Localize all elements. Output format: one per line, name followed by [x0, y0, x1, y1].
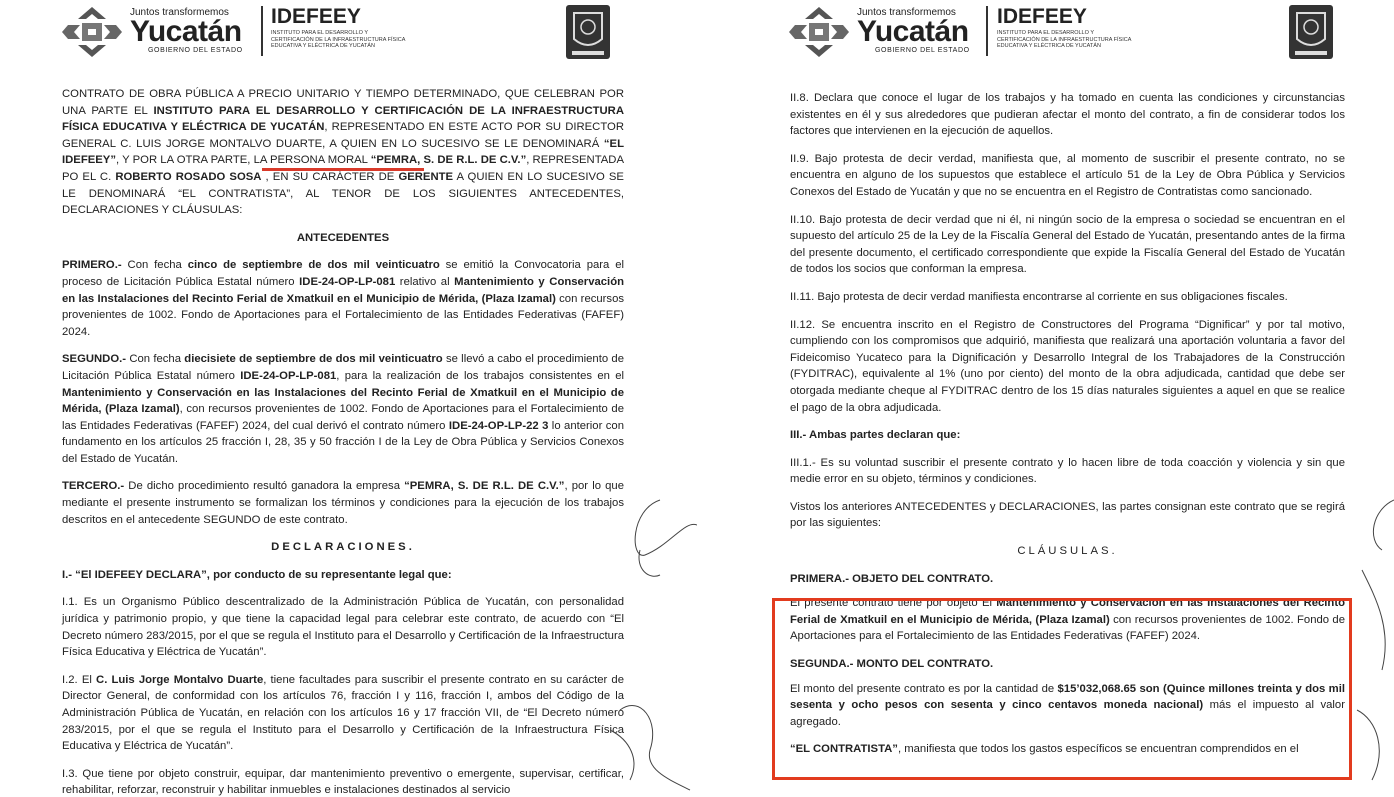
- clausula-primera: El presente contrato tiene por objeto El Mantenimiento y Conservación en las Instalaciones del Recinto Ferial de Xmatkuil en el Municipio de Mérida, (Plaza Izamal) con recursos provenientes de 1002. Fondo de Aportaciones para el Fortalecimiento de las Entidades Federativas (FAFEF) 2024.: [790, 597, 1345, 643]
- yucatan-logo-text: [857, 8, 970, 55]
- highlight-box: [772, 598, 1352, 780]
- left-content: [62, 86, 624, 797]
- contratista-paragraph: “EL CONTRATISTA”, manifiesta que todos los gastos específicos se encuentran comprendidos en el: [790, 743, 1299, 756]
- institute-acronym: IDEFEEY: [271, 5, 361, 28]
- signature-mark-right: [1352, 480, 1394, 797]
- institute-description: INSTITUTO PARA EL DESARROLLO Y CERTIFICACIÓN DE LA INFRAESTRUCTURA FÍSICA EDUCATIVA Y ELÉCTRICA DE YUCATÁN: [997, 30, 1132, 49]
- institute-block: [271, 6, 411, 50]
- antecedente-tercero: TERCERO.- De dicho procedimiento resultó ganadora la empresa “PEMRA, S. DE R.L. DE C.V.”, por lo que mediante el presente instrumento se formalizan los términos y condiciones para la ejecución de los trabajos descritos en el antecedente SEGUNDO de este contrato.: [62, 480, 624, 526]
- institute-description: INSTITUTO PARA EL DESARROLLO Y CERTIFICACIÓN DE LA INFRAESTRUCTURA FÍSICA EDUCATIVA Y ELÉCTRICA DE YUCATÁN: [271, 30, 406, 49]
- logo-subtitle: GOBIERNO DEL ESTADO: [148, 47, 243, 54]
- declaracion-i1: I.1. Es un Organismo Público descentralizado de la Administración Pública de Yucatán, con personalidad jurídica y patrimonio propio, y que tiene la capacidad legal para celebrar este contrato, de acuerdo con “El Decreto número 283/2015, por el que se regula el Instituto para el Desarrollo y Certificación de la Infraestructura Física Educativa y Eléctrica de Yucatán”.: [62, 596, 625, 659]
- declaracion-ii12: II.12. Se encuentra inscrito en el Registro de Constructores del Programa “Dignificar” y por tal motivo, cumpliendo con los compromisos que adquirió, manifiesta que realizará una aportación voluntaria a favor del Fideicomiso Yucateco para la Dignificación y Desarrollo Integral de los Trabajadores de la Construcción (FYDITRAC), equivalente al 1% (uno por ciento) del monto de la obra adjudicada, cantidad que debe ser otorgada mediante cheque al FYDITRAC dentro de los 15 días naturales siguientes a aquel en que se realice el pago de la obra adjudicada.: [790, 318, 1345, 414]
- clausulas-title: CLÁUSULAS.: [1017, 545, 1118, 558]
- clausula-segunda: El monto del presente contrato es por la cantidad de $15’032,068.65 son (Quince millones treinta y dos mil sesenta y ocho pesos con sesenta y cinco centavos moneda nacional) más el impuesto al valor agregado.: [790, 682, 1345, 728]
- state-seal-icon: [566, 5, 610, 59]
- declaracion-iii-heading: III.- Ambas partes declaran que:: [790, 429, 961, 442]
- antecedente-segundo: SEGUNDO.- Con fecha diecisiete de septiembre de dos mil veinticuatro se llevó a cabo el procedimiento de Licitación Pública Estatal número IDE-24-OP-LP-081, para la realización de los trabajos consistentes en el Mantenimiento y Conservación en las Instalaciones del Recinto Ferial de Xmatkuil en el Municipio de Mérida, (Plaza Izamal), con recursos provenientes de 1002. Fondo de Aportaciones para el Fortalecimiento de las Entidades Federativas (FAFEF) 2024, del cual derivó el contrato número IDE-24-OP-LP-22 3 lo anterior con fundamento en los artículos 25 fracción I, 28, 35 y 50 fracción I de la Ley de Obra Pública y Servicios Conexos del Estado de Yucatán.: [62, 353, 625, 465]
- logo-subtitle: GOBIERNO DEL ESTADO: [875, 47, 970, 54]
- document-header: [0, 0, 697, 66]
- declaracion-ii9: II.9. Bajo protesta de decir verdad, manifiesta que, al momento de suscribir el presente contrato, no se encuentra en alguno de los supuestos que establece el artículo 51 de la Ley de Obra Pública y Servicios Conexos del Estado de Yucatán y que no se encuentra en el Registro de Contratistas como sancionado.: [790, 152, 1345, 198]
- declaracion-ii10: II.10. Bajo protesta de decir verdad que ni él, ni ningún socio de la empresa o sociedad se encuentran en el supuesto del artículo 25 de la Ley de la Fiscalía General del Estado de Yucatán, presentando antes de la firma del presente documento, el certificado correspondiente que expide la Fiscalía General del Estado de Yucatán de todos los socios que conforman la empresa.: [790, 213, 1345, 276]
- contract-intro: CONTRATO DE OBRA PÚBLICA A PRECIO UNITARIO Y TIEMPO DETERMINADO, QUE CELEBRAN POR UNA PARTE EL INSTITUTO PARA EL DESARROLLO Y CERTIFICACIÓN DE LA INFRAESTRUCTURA FÍSICA EDUCATIVA Y ELÉCTRICA DE YUCATÁN, REPRESENTADO EN ESTE ACTO POR SU DIRECTOR GENERAL C. LUIS JORGE MONTALVO DUARTE, A QUIEN EN LO SUCESIVO SE LE DENOMINARÁ “EL IDEFEEY”, Y POR LA OTRA PARTE, LA PERSONA MORAL “PEMRA, S. DE R.L. DE C.V.”, REPRESENTADA PO EL C. ROBERTO ROSADO SOSA , EN SU CARÁCTER DE GERENTE A QUIEN EN LO SUCESIVO SE LE DENOMINARÁ “EL CONTRATISTA”, AL TENOR DE LOS SIGUIENTES ANTECEDENTES, DECLARACIONES Y CLÁUSULAS:: [62, 88, 624, 217]
- declaracion-i2: I.2. El C. Luis Jorge Montalvo Duarte, tiene facultades para suscribir el presente contrato en su carácter de Director General, de conformidad con los artículos 76, fracción I y 116, fracción I, ambos del Código de la Administración Pública de Yucatán, en relación con los artículos 16 y 17 fracción VII, de “El Decreto número 283/2015, por el que se regula el Instituto para el Desarrollo y Certificación de la Infraestructura Física Educativa y Eléctrica de Yucatán”.: [62, 673, 624, 753]
- yucatan-logo-icon: [62, 5, 122, 59]
- header-divider: [261, 6, 263, 56]
- logo-tagline: Juntos transformemos: [857, 7, 956, 18]
- clausula-segunda-title: SEGUNDA.- MONTO DEL CONTRATO.: [790, 658, 994, 671]
- declaracion-i3: I.3. Que tiene por objeto construir, equipar, dar mantenimiento preventivo o emergente, supervisar, certificar, rehabilitar, reforzar, reconstruir y habilitar inmuebles e instalaciones destinados al servicio: [62, 767, 624, 797]
- logo-name: Yucatán: [857, 15, 969, 48]
- logo-name: Yucatán: [130, 15, 242, 48]
- declaracion-ii11: II.11. Bajo protesta de decir verdad manifiesta encontrarse al corriente en sus obligaciones fiscales.: [790, 290, 1288, 303]
- antecedente-primero: PRIMERO.- Con fecha cinco de septiembre de dos mil veinticuatro se emitió la Convocatoria para el proceso de Licitación Pública Estatal número IDE-24-OP-LP-081 relativo al Mantenimiento y Conservación en las Instalaciones del Recinto Ferial de Xmatkuil en el Municipio de Mérida, (Plaza Izamal) con recursos provenientes de 1002. Fondo de Aportaciones para el Fortalecimiento de las Entidades Federativas (FAFEF) 2024.: [62, 259, 625, 338]
- signature-mark-left: [600, 480, 697, 797]
- logo-tagline: Juntos transformemos: [130, 7, 229, 18]
- institute-acronym: IDEFEEY: [997, 5, 1087, 28]
- institute-block: [997, 6, 1137, 50]
- red-underline-mark: [262, 168, 424, 171]
- header-divider: [986, 6, 988, 56]
- vistos-paragraph: Vistos los anteriores ANTECEDENTES y DECLARACIONES, las partes consignan este contrato que se regirá por las siguientes:: [790, 500, 1345, 530]
- declaraciones-title: DECLARACIONES.: [271, 541, 415, 554]
- document-header-right: [697, 0, 1394, 66]
- declaracion-iii1: III.1.- Es su voluntad suscribir el presente contrato y lo hacen libre de toda coacción y violencia y sin que medie error en su objeto, términos y condiciones.: [790, 456, 1345, 486]
- state-seal-icon: [1289, 5, 1333, 59]
- declaracion-i-heading: I.- “El IDEFEEY DECLARA”, por conducto de su representante legal que:: [62, 568, 452, 581]
- clausula-primera-title: PRIMERA.- OBJETO DEL CONTRATO.: [790, 572, 994, 585]
- declaracion-ii8: II.8. Declara que conoce el lugar de los trabajos y ha tomado en cuenta las condiciones y circunstancias existentes en él y sus alrededores que pudieran afectar el monto del contrato, a fin de considerar todos los factores que intervienen en la ejecución de aquellos.: [790, 92, 1345, 138]
- yucatan-logo-icon: [789, 5, 849, 59]
- yucatan-logo-text: [130, 8, 243, 55]
- antecedentes-title: ANTECEDENTES: [296, 231, 390, 244]
